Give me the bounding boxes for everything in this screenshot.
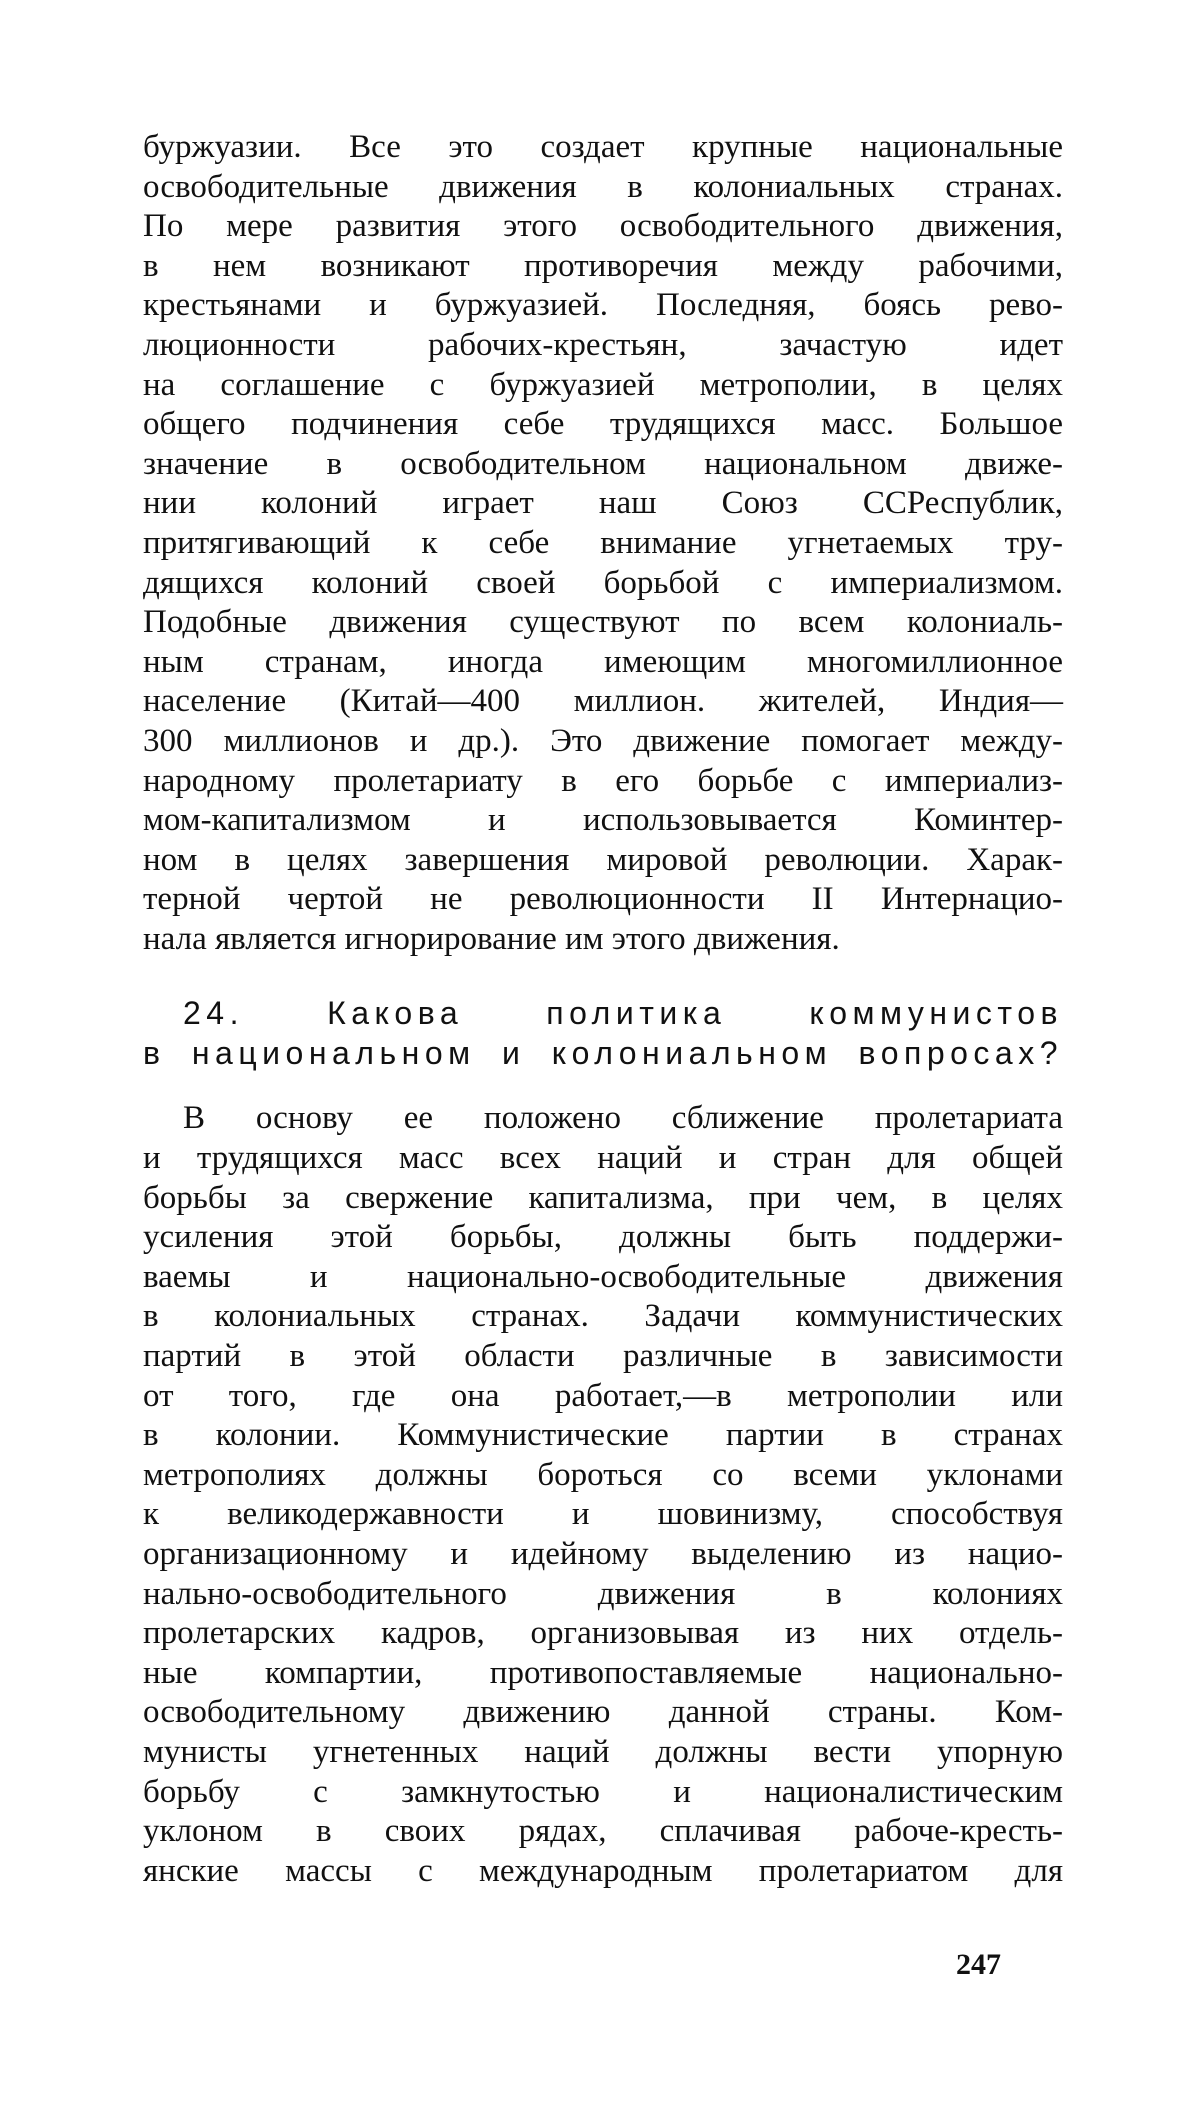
- text-line: общего подчинения себе трудящихся масс. Большое: [143, 406, 1063, 443]
- text-line: мунисты угнетенных наций должны вести упорную: [143, 1733, 1063, 1770]
- text-line: к великодержавности и шовинизму, способствуя: [143, 1496, 1063, 1533]
- text-line: уклоном в своих рядах, сплачивая рабоче-кресть-: [143, 1813, 1063, 1850]
- text-line: нии колоний играет наш Союз ССРеспублик,: [143, 485, 1063, 522]
- text-line: борьбы за свержение капитализма, при чем, в целях: [143, 1179, 1063, 1216]
- text-line: освободительные движения в колониальных странах.: [143, 168, 1063, 205]
- paragraph-1: [143, 128, 1063, 959]
- text-line: в колониальных странах. Задачи коммунистических: [143, 1298, 1063, 1335]
- text-line: и трудящихся масс всех наций и стран для общей: [143, 1140, 1063, 1177]
- text-line: нально-освободительного движения в колониях: [143, 1575, 1063, 1612]
- text-line: терной чертой не революционности II Интернацио-: [143, 881, 1063, 918]
- text-line: мом-капитализмом и использовывается Коминтер-: [143, 802, 1063, 839]
- text-line: ном в целях завершения мировой революции. Харак-: [143, 841, 1063, 878]
- text-line: освободительному движению данной страны. Ком-: [143, 1694, 1063, 1731]
- paragraph-2: [143, 1099, 1063, 1891]
- text-line: Подобные движения существуют по всем колониаль-: [143, 604, 1063, 641]
- text-line: на соглашение с буржуазией метрополии, в целях: [143, 366, 1063, 403]
- text-line: буржуазии. Все это создает крупные национальные: [143, 129, 1063, 165]
- text-line: организационному и идейному выделению из нацио-: [143, 1536, 1063, 1572]
- text-line: значение в освободительном национальном движе-: [143, 445, 1063, 482]
- text-line: нала является игнорирование им этого движения.: [143, 920, 840, 957]
- text-line: крестьянами и буржуазией. Последняя, боясь рево-: [143, 287, 1063, 324]
- text-line: люционности рабочих-крестьян, зачастую идет: [143, 326, 1063, 363]
- heading-line: в национальном и колониальном вопросах?: [143, 1035, 1063, 1072]
- text-line: дящихся колоний своей борьбой с империализмом.: [143, 564, 1063, 601]
- text-line: борьбу с замкнутостью и националистическим: [143, 1773, 1063, 1810]
- text-line: в нем возникают противоречия между рабочими,: [143, 247, 1063, 284]
- text-line: По мере развития этого освободительного движения,: [143, 208, 1063, 245]
- text-line: янские массы с международным пролетариатом для: [143, 1852, 1063, 1889]
- text-line: народному пролетариату в его борьбе с империализ-: [143, 762, 1063, 799]
- text-line: 300 миллионов и др.). Это движение помогает между-: [143, 722, 1063, 759]
- text-line: В основу ее положено сближение пролетариата: [183, 1100, 1063, 1137]
- text-line: население (Китай—400 миллион. жителей, Индия—: [143, 683, 1063, 720]
- book-page: [143, 128, 1063, 1891]
- text-line: в колонии. Коммунистические партии в странах: [143, 1417, 1063, 1454]
- text-line: усиления этой борьбы, должны быть поддержи-: [143, 1219, 1063, 1256]
- text-line: притягивающий к себе внимание угнетаемых тру-: [143, 524, 1063, 561]
- text-line: метрополиях должны бороться со всеми уклонами: [143, 1456, 1063, 1493]
- text-line: партий в этой области различные в зависимости: [143, 1338, 1063, 1375]
- text-line: ным странам, иногда имеющим многомиллионное: [143, 643, 1063, 680]
- section-heading: [143, 993, 1063, 1073]
- text-line: ные компартии, противопоставляемые национально-: [143, 1654, 1063, 1691]
- text-line: пролетарских кадров, организовывая из них отдель-: [143, 1615, 1063, 1652]
- text-line: ваемы и национально-освободительные движения: [143, 1258, 1063, 1295]
- page-number: 247: [956, 1948, 1001, 1981]
- heading-line: 24. Какова политика коммунистов: [183, 995, 1063, 1032]
- text-line: от того, где она работает,—в метрополии или: [143, 1377, 1063, 1414]
